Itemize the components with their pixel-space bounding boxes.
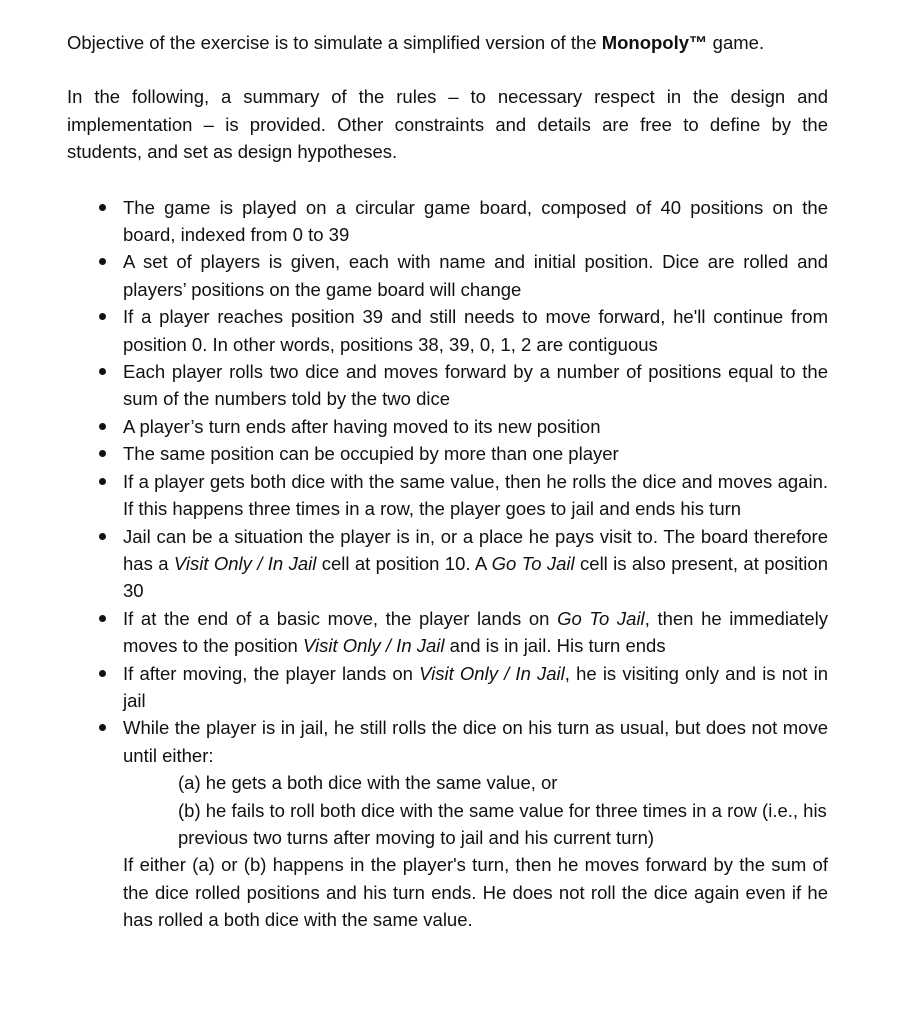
rule-board: The game is played on a circular game board, composed of 40 positions on the board, indexed from 0 to 39 <box>123 194 828 249</box>
rule-wraparound: If a player reaches position 39 and still needs to move forward, he'll continue from position 0. In other words, positions 38, 39, 0, 1, 2 are contiguous <box>123 303 828 358</box>
summary-paragraph: In the following, a summary of the rules – to necessary respect in the design and implementation – is provided. Other constraints and details are free to define by the students, and set as design hypotheses. <box>67 86 828 163</box>
rule-text: cell is also present, at position 30 <box>123 552 828 602</box>
rule-turn-end: A player’s turn ends after having moved to its new position <box>123 413 828 440</box>
rule-text: , he is visiting only and is not in jail <box>123 662 828 711</box>
rule-visit-only <box>123 660 828 715</box>
rule-go-to-jail <box>123 605 828 660</box>
rules-list <box>67 194 828 934</box>
rule-dice-roll: Each player rolls two dice and moves forward by a number of positions equal to the sum of the numbers told by the two dice <box>123 358 828 413</box>
rule-text: cell at position 10. A <box>316 552 492 574</box>
rule-in-jail <box>123 714 828 933</box>
rule-shared-position: The same position can be occupied by more than one player <box>123 440 828 467</box>
rule-text: and is in jail. His turn ends <box>444 635 666 657</box>
rule-in-jail-intro: While the player is in jail, he still rolls the dice on his turn as usual, but does not move until either: <box>123 717 828 766</box>
cell-name: Visit Only / In Jail <box>419 662 565 684</box>
rule-players: A set of players is given, each with name and initial position. Dice are rolled and players’ positions on the game board will change <box>123 248 828 303</box>
condition-b: (b) he fails to roll both dice with the same value for three times in a row (i.e., his previous two turns after moving to jail and his current turn) <box>178 799 827 848</box>
objective-suffix: game. <box>707 32 765 53</box>
condition-a: (a) he gets a both dice with the same value, or <box>178 772 558 794</box>
cell-name: Go To Jail <box>557 607 645 629</box>
cell-name: Visit Only / In Jail <box>173 552 317 574</box>
cell-name: Visit Only / In Jail <box>302 635 445 657</box>
rule-text: Jail can be a situation the player is in, or a place he pays visit to. The board therefore has a <box>123 525 828 574</box>
rule-text: If at the end of a basic move, the player lands on <box>123 607 558 629</box>
objective-prefix: Objective of the exercise is to simulate a simplified version of the <box>67 32 602 53</box>
rule-text: If after moving, the player lands on <box>123 662 420 684</box>
cell-name: Go To Jail <box>491 552 575 574</box>
rule-jail-cells <box>123 523 828 605</box>
rule-in-jail-conclusion: If either (a) or (b) happens in the player's turn, then he moves forward by the sum of the dice rolled positions and his turn ends. He does not roll the dice again even if he has rolled a both dice with the same value. <box>123 854 828 931</box>
objective-paragraph <box>67 29 828 56</box>
game-name: Monopoly™ <box>601 32 708 53</box>
rule-doubles: If a player gets both dice with the same value, then he rolls the dice and moves again. If this happens three times in a row, the player goes to jail and ends his turn <box>123 468 828 523</box>
rule-text: , then he immediately moves to the position <box>123 607 829 657</box>
